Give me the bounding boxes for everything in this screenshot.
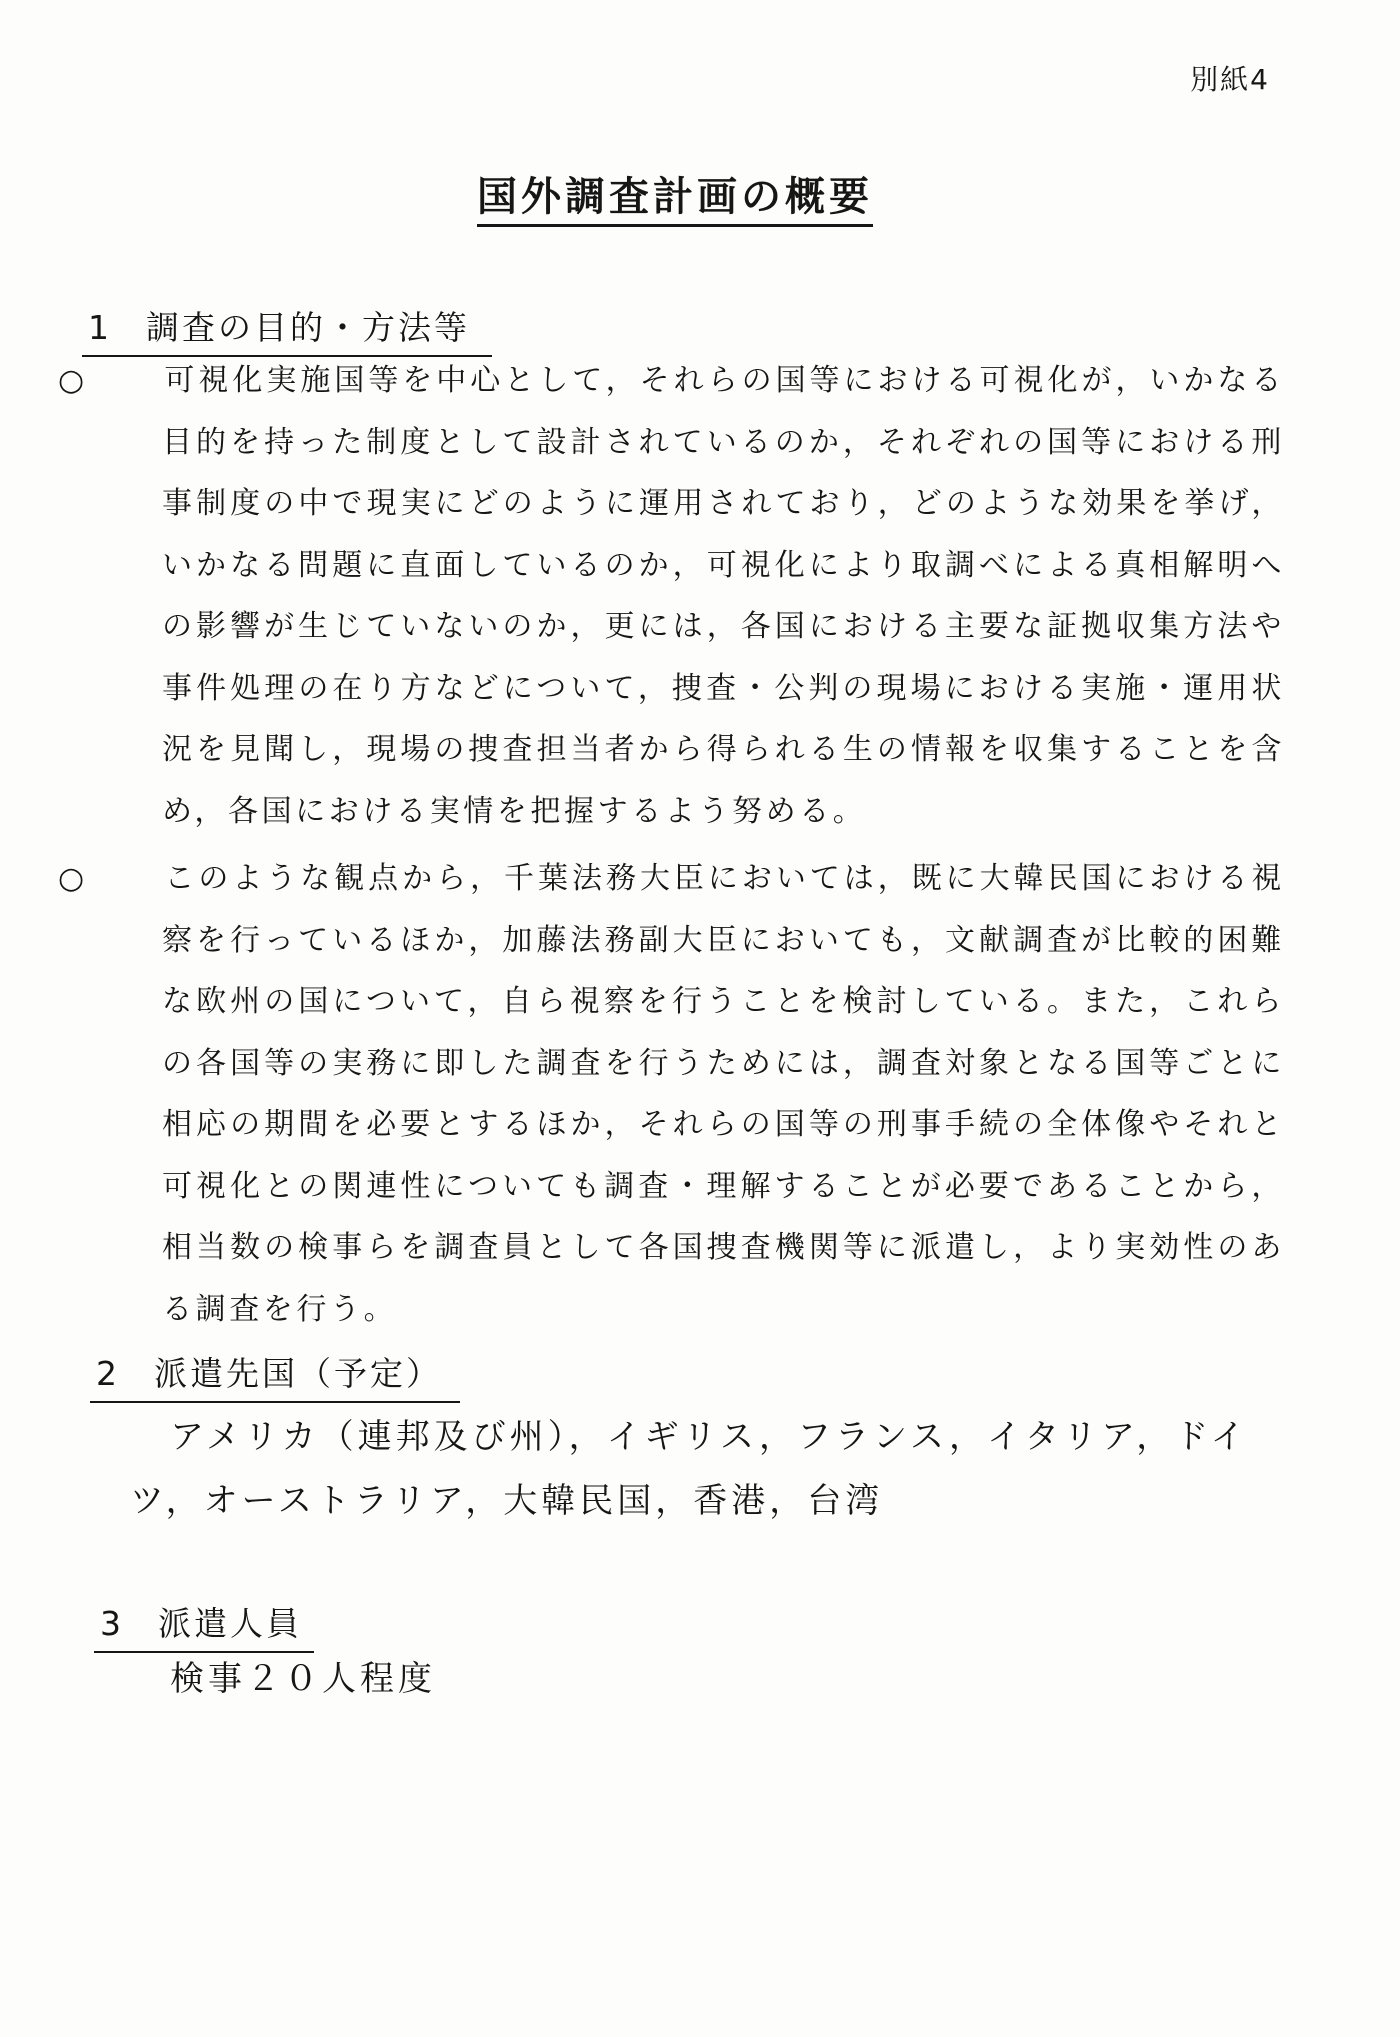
section-1-bullet-1 (58, 350, 1285, 842)
section-1-number: 1 (88, 308, 112, 347)
section-1-heading (82, 302, 492, 357)
destination-countries: アメリカ（連邦及び州），イギリス，フランス，イタリア，ドイツ，オーストラリア，大韓民国，香港，台湾 (130, 1417, 1249, 1521)
section-1-bullet-2 (58, 848, 1285, 1340)
section-2-title: 派遣先国（予定） (154, 1354, 442, 1393)
section-3-heading (94, 1598, 314, 1653)
bullet-text: 可視化実施国等を中心として，それらの国等における可視化が，いかなる目的を持った制度として設計されているのか，それぞれの国等における刑事制度の中で現実にどのように運用されており，どのような効果を挙げ，いかなる問題に直面しているのか，可視化により取調べによる真相解明への影響が生じていないのか，更には，各国における主要な証拠収集方法や事件処理の在り方などについて，捜査・公判の現場における実施・運用状況を見聞し，現場の捜査担当者から得られる生の情報を収集することを含め，各国における実情を把握するよう努める。 (162, 363, 1285, 829)
section-1-title: 調査の目的・方法等 (146, 308, 470, 347)
section-2-heading (90, 1348, 460, 1403)
section-2-number: 2 (96, 1354, 120, 1393)
page-title-text: 国外調査計画の概要 (477, 165, 873, 227)
section-3-title: 派遣人員 (158, 1604, 302, 1643)
dispatch-personnel: 検事２０人程度 (170, 1659, 436, 1699)
attachment-label: 別紙4 (1190, 63, 1270, 96)
bullet-mark: ○ (58, 861, 88, 896)
section-3-number: 3 (100, 1604, 124, 1643)
bullet-mark: ○ (58, 363, 88, 398)
page-title (0, 165, 1350, 227)
bullet-text: このような観点から，千葉法務大臣においては，既に大韓民国における視察を行っているほか，加藤法務副大臣においても，文献調査が比較的困難な欧州の国について，自ら視察を行うことを検討している。また，これらの各国等の実務に即した調査を行うためには，調査対象となる国等ごとに相応の期間を必要とするほか，それらの国等の刑事手続の全体像やそれと可視化との関連性についても調査・理解することが必要であることから，相当数の検事らを調査員として各国捜査機関等に派遣し，より実効性のある調査を行う。 (162, 861, 1285, 1327)
